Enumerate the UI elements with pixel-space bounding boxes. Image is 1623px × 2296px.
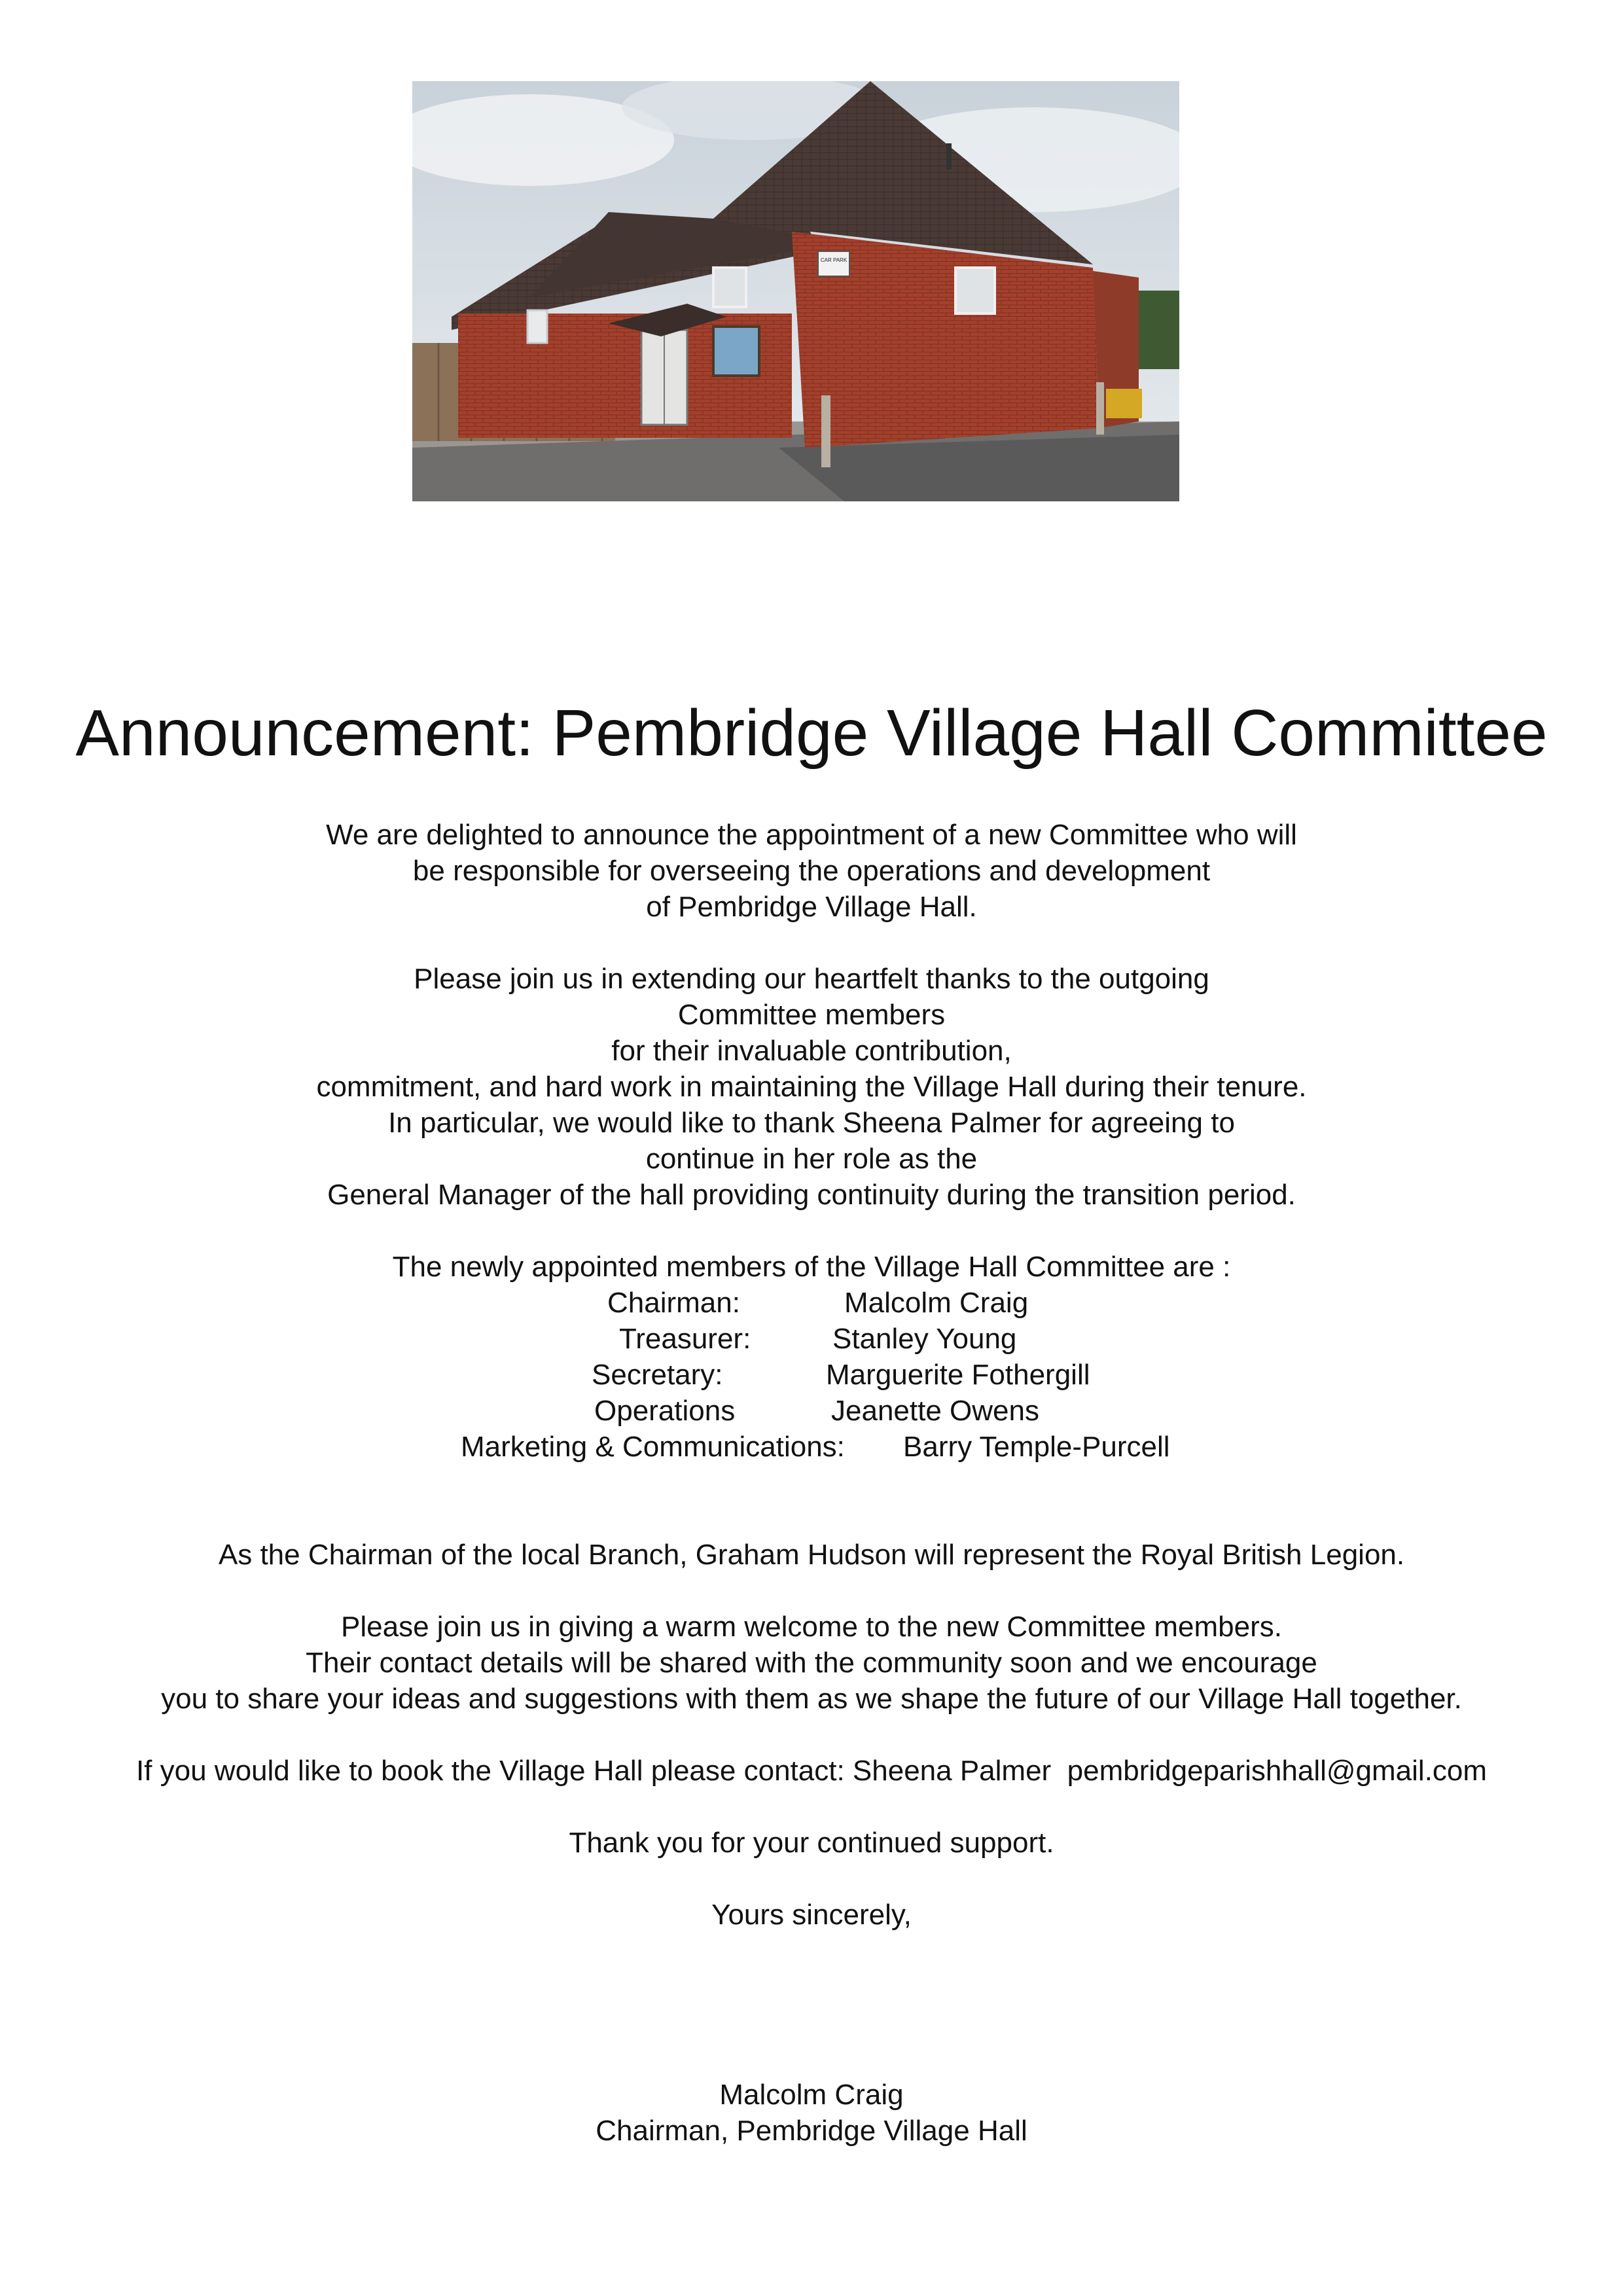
welcome-paragraph [0, 1609, 1623, 1717]
thank-you-line: Thank you for your continued support. [569, 1827, 1054, 1859]
members-section [0, 1249, 1623, 1285]
intro-line: of Pembridge Village Hall. [646, 891, 977, 923]
signature-name: Malcolm Craig [719, 2079, 904, 2111]
village-hall-photo [412, 81, 1179, 501]
thank-you-paragraph [0, 1825, 1623, 1861]
member-role-operations: Operations [594, 1395, 736, 1427]
member-name-secretary: Marguerite Fothergill [826, 1359, 1090, 1391]
thanks-line: Committee members [677, 999, 946, 1031]
closing-paragraph [0, 1897, 1623, 1933]
thanks-line: General Manager of the hall providing continuity during the transition period. [327, 1179, 1296, 1211]
members-heading: The newly appointed members of the Village Hall Committee are : [392, 1251, 1231, 1283]
member-role-marketing: Marketing & Communications: [461, 1431, 845, 1463]
closing-line: Yours sincerely, [711, 1899, 912, 1931]
signature-block [0, 2077, 1623, 2149]
page-title: Announcement: Pembridge Village Hall Committee [75, 696, 1548, 770]
member-role-chairman: Chairman: [607, 1287, 740, 1319]
welcome-line: Their contact details will be shared with the community soon and we encourage [306, 1647, 1317, 1679]
car-park-sign: CAR PARK [820, 257, 847, 263]
member-name-treasurer: Stanley Young [832, 1323, 1017, 1355]
member-role-secretary: Secretary: [592, 1359, 723, 1391]
signature-title: Chairman, Pembridge Village Hall [596, 2115, 1027, 2147]
thanks-line: In particular, we would like to thank Sheena Palmer for agreeing to [388, 1107, 1235, 1139]
thanks-line: continue in her role as the [645, 1143, 978, 1175]
member-name-chairman: Malcolm Craig [844, 1287, 1029, 1319]
intro-line: be responsible for overseeing the operations and development [412, 855, 1211, 887]
legion-line: As the Chairman of the local Branch, Graham Hudson will represent the Royal British Legion. [218, 1539, 1405, 1571]
booking-line: If you would like to book the Village Hall please contact: Sheena Palmer pembridgeparishhall@gmail.com [135, 1755, 1488, 1787]
thanks-line: Please join us in extending our heartfelt thanks to the outgoing [414, 963, 1209, 995]
member-role-treasurer: Treasurer: [619, 1323, 751, 1355]
member-name-operations: Jeanette Owens [831, 1395, 1039, 1427]
legion-paragraph [0, 1537, 1623, 1573]
welcome-line: Please join us in giving a warm welcome to the new Committee members. [341, 1611, 1282, 1643]
village-hall-illustration [412, 81, 1179, 501]
intro-paragraph [0, 817, 1623, 925]
thanks-paragraph [0, 961, 1623, 1213]
thanks-line: commitment, and hard work in maintaining the Village Hall during their tenure. [316, 1071, 1307, 1103]
welcome-line: you to share your ideas and suggestions with them as we shape the future of our Village Hall together. [161, 1683, 1462, 1715]
thanks-line: for their invaluable contribution, [611, 1035, 1012, 1067]
intro-line: We are delighted to announce the appointment of a new Committee who will [326, 819, 1297, 851]
member-name-marketing: Barry Temple-Purcell [903, 1431, 1170, 1463]
booking-paragraph [0, 1753, 1623, 1789]
